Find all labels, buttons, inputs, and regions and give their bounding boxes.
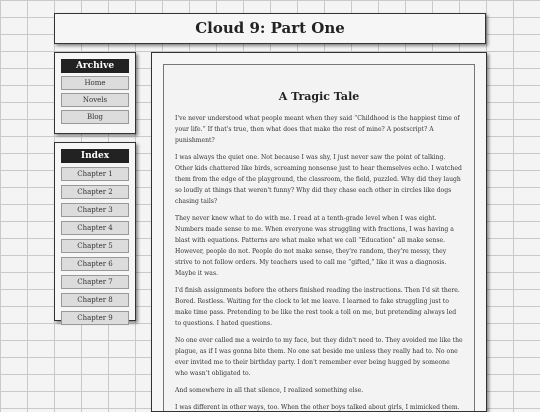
post-body[interactable]: [163, 64, 475, 411]
chapter-1-link[interactable]: Chapter 1: [61, 167, 129, 181]
chapter-index-nav: [54, 142, 136, 321]
site-title: Cloud 9: Part One: [195, 19, 345, 37]
post-paragraph: No one ever called me a weirdo to my face, but they didn't need to. They avoided me like the plague, as if I was gonna bite them. No one sat beside me unless they really had to. No one ever invited me to their birthday party. I don't remember ever being hugged by someone who wasn't obligated to.: [175, 337, 463, 377]
nav-home-link[interactable]: Home: [61, 76, 129, 90]
index-heading: Index: [61, 149, 129, 163]
post-paragraph: I was always the quiet one. Not because I was shy, I just never saw the point of talking. Other kids chattered like birds, screaming nonsense just to hear themselves echo. I watched them from the edge of the playground, the classroom, the field, puzzled. Why did they laugh so loudly at things that weren't funny? Why did they chase each other in circles like dogs chasing tails?: [175, 154, 462, 205]
post-paragraph: I've never understood what people meant when they said “Childhood is the happiest time of your life.” If that's true, then what does that make the rest of mine? A postscript? A punishment?: [175, 115, 460, 144]
post-paragraph: I was different in other ways, too. When the other boys talked about girls, I mimicked them.: [175, 404, 460, 411]
archive-nav: [54, 52, 136, 134]
chapter-8-link[interactable]: Chapter 8: [61, 293, 129, 307]
chapter-3-link[interactable]: Chapter 3: [61, 203, 129, 217]
post-paragraph: They never knew what to do with me. I read at a tenth-grade level when I was eight. Numbers made sense to me. When everyone was struggling with fractions, I was having a blast with equations. Patterns are what make what we call “Education” all make sense. However, people do not. People do not make sense, they're random, they're messy, they strive to not follow orders. My teachers used to call me “gifted,” like it was a diagnosis. Maybe it was.: [175, 215, 454, 277]
archive-heading: Archive: [61, 59, 129, 73]
chapter-5-link[interactable]: Chapter 5: [61, 239, 129, 253]
chapter-7-link[interactable]: Chapter 7: [61, 275, 129, 289]
nav-blog-link[interactable]: Blog: [61, 110, 129, 124]
chapter-9-link[interactable]: Chapter 9: [61, 311, 129, 325]
content-panel: [151, 52, 487, 412]
chapter-4-link[interactable]: Chapter 4: [61, 221, 129, 235]
post-title: A Tragic Tale: [278, 90, 360, 103]
chapter-2-link[interactable]: Chapter 2: [61, 185, 129, 199]
post-paragraph: And somewhere in all that silence, I realized something else.: [175, 387, 364, 394]
site-header: [54, 13, 486, 44]
nav-novels-link[interactable]: Novels: [61, 93, 129, 107]
post-paragraph: I'd finish assignments before the others finished reading the instructions. Then I'd sit there. Bored. Restless. Waiting for the clock to let me leave. I learned to fake struggling just to make time pass. Pretending to be like the rest took a toll on me, but pretending always led to questions. I hated questions.: [175, 287, 460, 327]
chapter-6-link[interactable]: Chapter 6: [61, 257, 129, 271]
